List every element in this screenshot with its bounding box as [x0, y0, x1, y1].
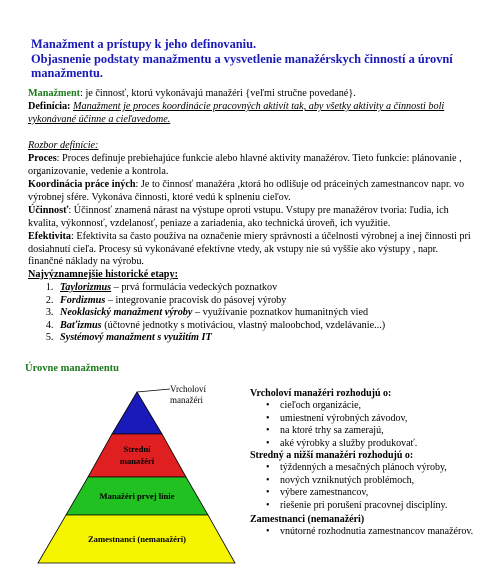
- document-title: [31, 37, 471, 81]
- definition-management: [28, 88, 474, 101]
- list-item: 4. Baťizmus (účtovné jednotky s motiváciou, vlastný maloobchod, vzdelávanie...): [56, 320, 476, 333]
- paragraph-koordinacia: Koordinácia práce iných: Je to činnosť manažéra ,ktorá ho odlišuje od práceiných zamestnancov napr. vo výrobnej sfére. Vykonáva činnosti, ktoré vedú k splneniu cieľov.: [28, 179, 465, 203]
- paragraph-proces: Proces: Proces definuje prebiehajúce funkcie alebo hlavné aktivity manažérov. Tieto funkcie: plánovanie , organizovanie, vedenie a kontrola.: [28, 153, 462, 177]
- term-ucinnost: Účinnosť: [28, 205, 69, 216]
- list-item: 2. Fordizmus – integrovanie pracovísk do pásovej výroby: [56, 295, 476, 308]
- list-item: • týždenných a mesačných plánoch výroby,: [280, 462, 475, 474]
- history-heading: Najvýznamnejšie historické etapy:: [28, 269, 178, 280]
- roles-middle-items: [250, 462, 475, 512]
- roles-list: [250, 388, 475, 539]
- history-list: [28, 282, 476, 345]
- pyramid-base-label: Zamestnanci (nemanažéri): [87, 534, 187, 544]
- roles-employee-items: [250, 526, 475, 538]
- list-item: • vnútorné rozhodnutia zamestnancov manažérov.: [280, 526, 475, 538]
- definition-formal: Definícia: Manažment je proces koordinácie pracovných aktivít tak, aby všetky aktivity a činnosti boli vykonávané účinne a cieľavedome.: [28, 101, 445, 125]
- pyramid-middle-label-1: Strední: [123, 444, 151, 454]
- pyramid-lower-label: Manažéri prvej línie: [99, 491, 175, 501]
- list-item: • umiestnení výrobných závodov,: [280, 413, 475, 425]
- list-item: • nových vzniknutých problémoch,: [280, 475, 475, 487]
- term-proces: Proces: [28, 153, 57, 164]
- definition-term: Definícia: [28, 101, 68, 112]
- title-line-1: Manažment a prístupy k jeho definovaniu.: [31, 37, 257, 51]
- roles-top-items: [250, 400, 475, 450]
- paragraph-efektivita: Efektivita: Efektivita sa často používa na označenie miery správnosti a účelnosti výrobnej a inej činnosti pri dosiahnutí cieľa. Procesy sú vykonávané efektívne vtedy, ak vstupy nie sú vyššie ako výstupy , napr. finančné náklady na výrobu.: [28, 231, 471, 268]
- list-item: 1. Taylorizmus – prvá formulácia vedeckých poznatkov: [56, 282, 476, 295]
- term-efektivita: Efektivita: [28, 231, 72, 242]
- list-item: 5. Systémový manažment s využitím IT: [56, 332, 476, 345]
- term-koordinacia: Koordinácia práce iných: [28, 179, 136, 190]
- pyramid-middle-label-2: manažéri: [119, 456, 155, 466]
- list-item: • riešenie pri porušení pracovnej disciplíny.: [280, 500, 475, 512]
- list-item: • cieľoch organizácie,: [280, 400, 475, 412]
- roles-heading-employees: Zamestnanci (nemanažéri): [250, 514, 365, 526]
- list-item: 3. Neoklasický manažment výroby – využívanie poznatkov humanitných vied: [56, 307, 476, 320]
- list-item: • výbere zamestnancov,: [280, 487, 475, 499]
- list-item: • na ktoré trhy sa zamerajú,: [280, 425, 475, 437]
- definition-text: : je činnosť, ktorú vykonávajú manažéri {veľmi stručne povedané}.: [80, 88, 356, 99]
- title-line-2: Objasnenie podstaty manažmentu a vysvetlenie manažérskych činností a úrovní manažmentu.: [31, 51, 453, 80]
- list-item: • aké výrobky a služby produkovať.: [280, 438, 475, 450]
- roles-heading-top: Vrcholoví manažéri rozhodujú o:: [250, 388, 392, 399]
- rozbor-heading: Rozbor definície:: [28, 140, 99, 151]
- paragraph-ucinnost: Účinnosť: Účinnosť znamená nárast na výstupe oproti vstupu. Vstupy pre manažérov tvoria: ľudia, ich kvalita, výkonnosť, vzdelanosť, peniaze a zariadenia, ako technická úroveň, ich využitie.: [28, 205, 449, 229]
- definition-text: Manažment je proces koordinácie pracovných aktivít tak, aby všetky aktivity a činnosti boli vykonávané účinne a cieľavedome.: [28, 101, 445, 125]
- pyramid-top-tier: [112, 392, 162, 434]
- definition-term: Manažment: [28, 88, 81, 99]
- pyramid-top-label: Vrcholoví manažéri: [170, 384, 206, 405]
- roles-heading-middle: Stredný a nižší manažéri rozhodujú o:: [250, 450, 414, 462]
- pyramid-pointer-line: [137, 389, 170, 392]
- management-pyramid: [30, 380, 245, 580]
- levels-heading: Úrovne manažmentu: [25, 363, 120, 374]
